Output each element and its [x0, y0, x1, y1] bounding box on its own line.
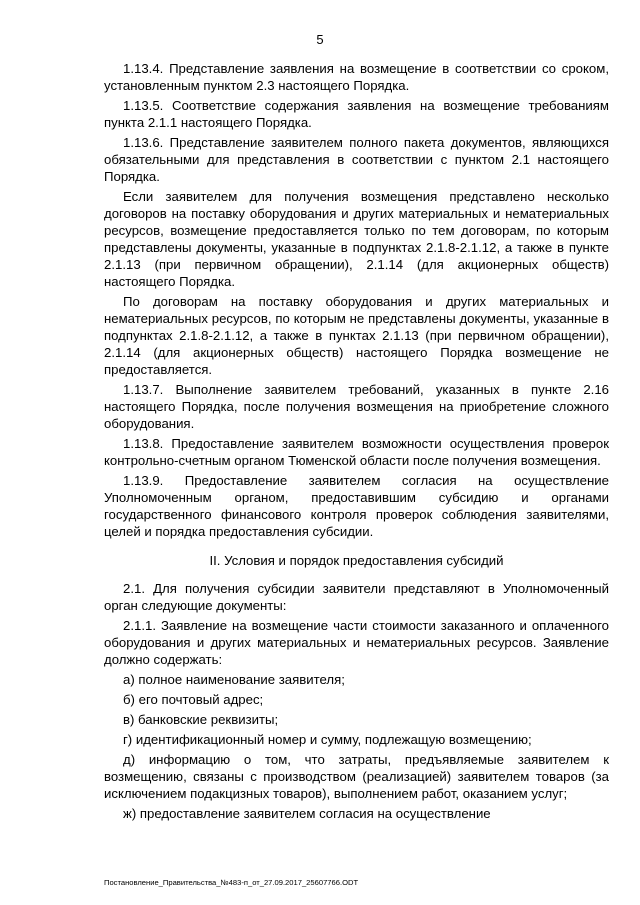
- list-item-a: а) полное наименование заявителя;: [123, 672, 345, 687]
- paragraph-1-13-4: 1.13.4. Представление заявления на возмещение в соответствии со сроком, установленным пунктом 2.3 настоящего Порядка.: [104, 61, 609, 93]
- list-item-v: в) банковские реквизиты;: [123, 712, 279, 727]
- document-footer-filename: Постановление_Правительства_№483-п_от_27.09.2017_25607766.ODT: [104, 878, 359, 887]
- paragraph-1-13-6: 1.13.6. Представление заявителем полного пакета документов, являющихся обязательными для представления в соответствии с пунктом 2.1 настоящего Порядка.: [104, 135, 609, 184]
- list-item-g: г) идентификационный номер и сумму, подлежащую возмещению;: [123, 732, 532, 747]
- paragraph-1-13-8: 1.13.8. Предоставление заявителем возможности осуществления проверок контрольно-счетным органом Тюменской области после получения возмещения.: [104, 436, 609, 468]
- paragraph-1-13-5: 1.13.5. Соответствие содержания заявления на возмещение требованиям пункта 2.1.1 настоящего Порядка.: [104, 98, 609, 130]
- page-number: 5: [316, 32, 324, 47]
- list-item-b: б) его почтовый адрес;: [123, 692, 264, 707]
- paragraph-2-1: 2.1. Для получения субсидии заявители представляют в Уполномоченный орган следующие документы:: [104, 581, 609, 613]
- paragraph-1-13-9: 1.13.9. Предоставление заявителем согласия на осуществление Уполномоченным органом, предоставившим субсидию и органами государственного финансового контроля проверок соблюдения заявителями, целей и порядка предоставления субсидии.: [104, 473, 609, 539]
- document-body: [104, 60, 609, 825]
- paragraph-1-13-7: 1.13.7. Выполнение заявителем требований, указанных в пункте 2.16 настоящего Порядка, после получения возмещения на приобретение сложного оборудования.: [104, 382, 609, 431]
- paragraph-contracts-no-compensation: По договорам на поставку оборудования и других материальных и нематериальных ресурсов, по которым не представлены документы, указанные в подпунктах 2.1.8-2.1.12, а также в пунктах 2.1.13 (при первичном обращении), 2.1.14 (для акционерных обществ) настоящего Порядка возмещение не предоставляется.: [104, 294, 609, 377]
- list-item-d: д) информацию о том, что затраты, предъявляемые заявителем к возмещению, связаны с производством (реализацией) заявителем товаров (за исключением подакцизных товаров), выполнением работ, оказанием услуг;: [104, 752, 609, 801]
- paragraph-2-1-1: 2.1.1. Заявление на возмещение части стоимости заказанного и оплаченного оборудования и других материальных и нематериальных ресурсов. Заявление должно содержать:: [104, 618, 609, 667]
- section-heading: II. Условия и порядок предоставления субсидий: [209, 553, 504, 568]
- paragraph-multiple-contracts: Если заявителем для получения возмещения представлено несколько договоров на поставку оборудования и других материальных и нематериальных ресурсов, возмещение предоставляется только по тем договорам, по которым представлены документы, указанные в подпунктах 2.1.8-2.1.12, а также в пункте 2.1.13 (при первичном обращении), 2.1.14 (для акционерных обществ) настоящего Порядка.: [104, 189, 609, 289]
- list-item-zh: ж) предоставление заявителем согласия на осуществление: [123, 806, 491, 821]
